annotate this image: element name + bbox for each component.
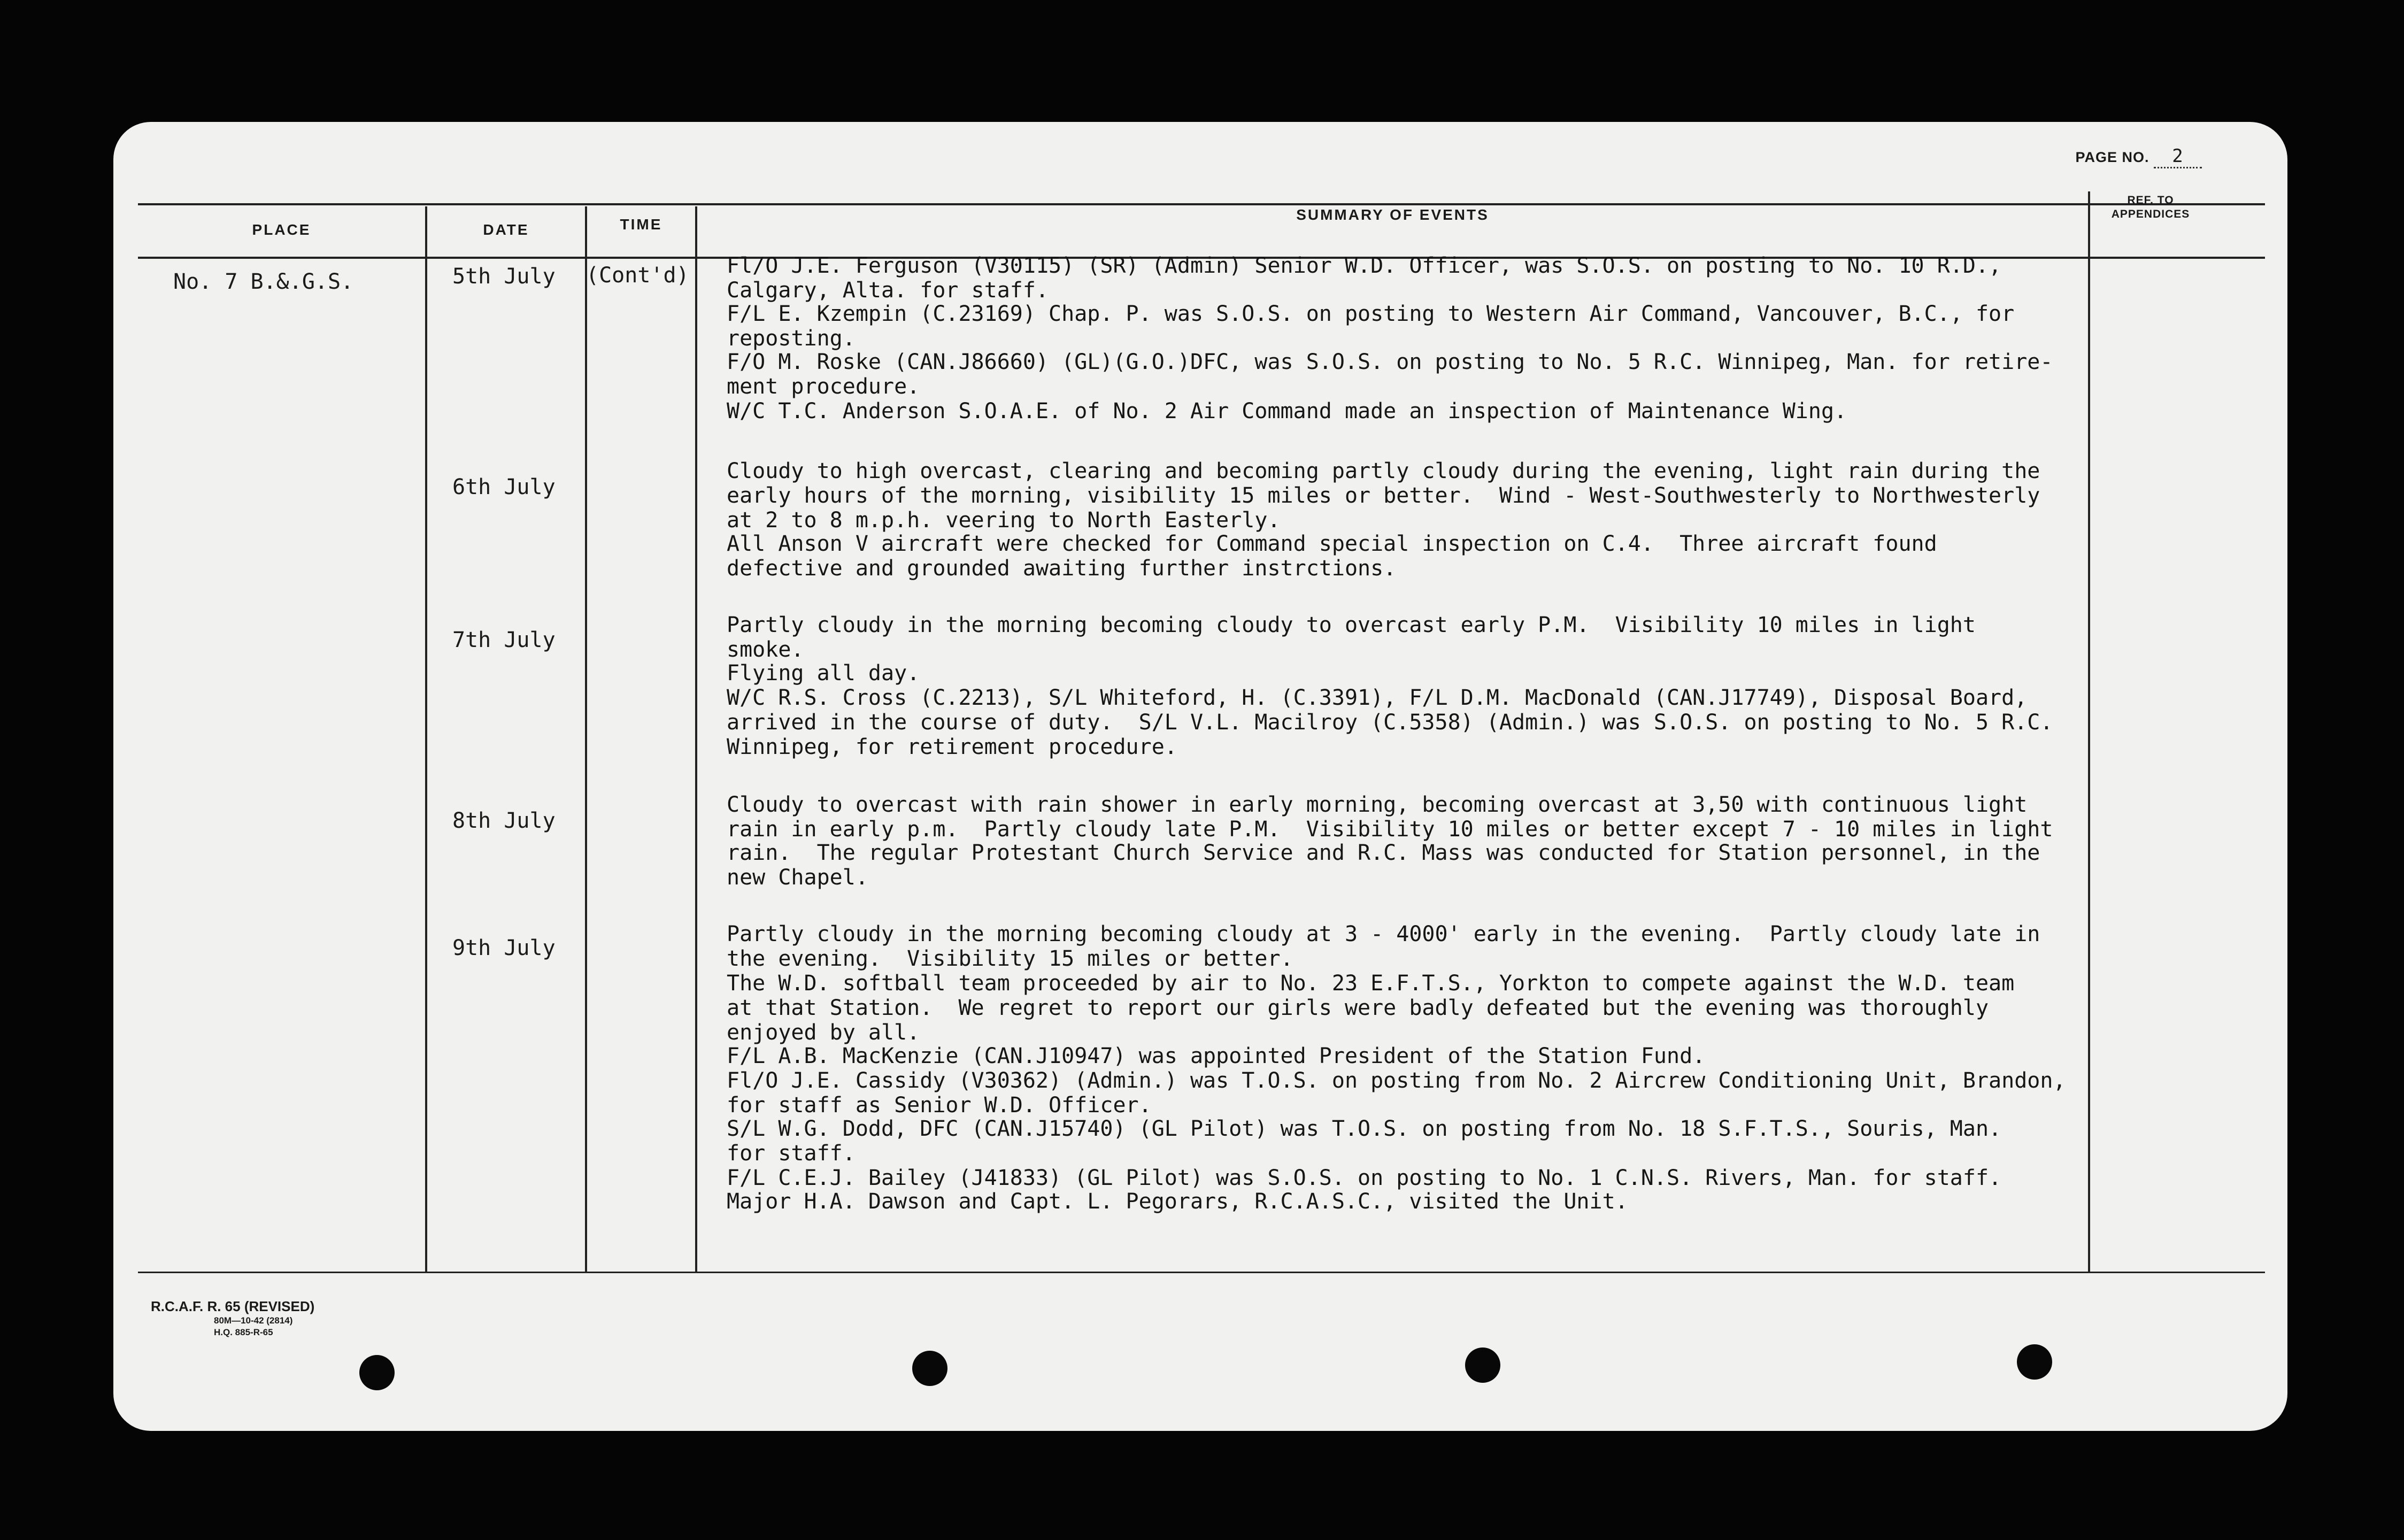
header-time: TIME: [620, 216, 662, 233]
punch-hole: [2017, 1344, 2052, 1380]
punch-hole: [912, 1351, 947, 1386]
summary-entry: All Anson V aircraft were checked for Command special inspection on C.4. Three aircraft found: [727, 532, 1937, 556]
summary-entry: Fl/O J.E. Cassidy (V30362) (Admin.) was T.O.S. on posting from No. 2 Aircrew Conditioning Unit, Brandon,: [727, 1068, 2066, 1093]
form-identifier: [151, 1298, 314, 1338]
summary-entry: rain. The regular Protestant Church Service and R.C. Mass was conducted for Station personnel, in the: [727, 841, 2040, 865]
summary-entry: Partly cloudy in the morning becoming cloudy at 3 - 4000' early in the evening. Partly cloudy late in: [727, 922, 2040, 946]
column-divider-time: [695, 206, 697, 1272]
header-place: PLACE: [252, 221, 311, 238]
summary-entry: Calgary, Alta. for staff.: [727, 278, 1049, 303]
summary-entry: smoke.: [727, 637, 804, 662]
header-top-rule: [138, 203, 2265, 205]
summary-entry: The W.D. softball team proceeded by air to No. 23 E.F.T.S., Yorkton to compete against the W.D. team: [727, 971, 2015, 996]
summary-entry: S/L W.G. Dodd, DFC (CAN.J15740) (GL Pilot) was T.O.S. on posting from No. 18 S.F.T.S., Souris, Man.: [727, 1116, 2002, 1141]
header-summary: SUMMARY OF EVENTS: [1296, 206, 1489, 223]
punch-hole: [1465, 1348, 1500, 1383]
time-value: (Cont'd): [586, 263, 689, 288]
column-divider-place: [425, 206, 427, 1272]
column-divider-date: [585, 206, 587, 1272]
summary-entry: F/O M. Roske (CAN.J86660) (GL)(G.O.)DFC, was S.O.S. on posting to No. 5 R.C. Winnipeg, Man. for retire-: [727, 350, 2053, 374]
summary-entry: at that Station. We regret to report our girls were badly defeated but the evening was thoroughly: [727, 996, 1989, 1020]
form-name: R.C.A.F. R. 65 (REVISED): [151, 1298, 315, 1314]
date-7th-july: 7th July: [452, 628, 556, 652]
summary-entry: arrived in the course of duty. S/L V.L. Macilroy (C.5358) (Admin.) was S.O.S. on posting to No. 5 R.C.: [727, 710, 2053, 735]
summary-entry: F/L A.B. MacKenzie (CAN.J10947) was appointed President of the Station Fund.: [727, 1044, 1706, 1068]
date-5th-july: 5th July: [452, 264, 556, 289]
page-number: PAGE NO. 2: [2075, 145, 2202, 168]
date-8th-july: 8th July: [452, 808, 556, 833]
summary-entry: Fl/O J.E. Ferguson (V30115) (SR) (Admin) Senior W.D. Officer, was S.O.S. on posting to No. 10 R.D.,: [727, 253, 2002, 278]
summary-entry: Cloudy to high overcast, clearing and becoming partly cloudy during the evening, light rain during the: [727, 459, 2040, 483]
form-hq-number: H.Q. 885-R-65: [214, 1327, 273, 1337]
summary-entry: ment procedure.: [727, 374, 920, 399]
summary-entry: Flying all day.: [727, 661, 920, 686]
table-bottom-rule: [138, 1272, 2265, 1273]
page-number-value: 2: [2154, 145, 2202, 168]
summary-entry: Cloudy to overcast with rain shower in early morning, becoming overcast at 3,50 with continuous light: [727, 792, 2028, 817]
punch-hole: [359, 1355, 395, 1390]
date-6th-july: 6th July: [452, 475, 556, 499]
summary-entry: Partly cloudy in the morning becoming cloudy to overcast early P.M. Visibility 10 miles in light: [727, 613, 1976, 637]
summary-entry: at 2 to 8 m.p.h. veering to North Easterly.: [727, 508, 1281, 533]
summary-entry: enjoyed by all.: [727, 1020, 920, 1045]
summary-entry: W/C R.S. Cross (C.2213), S/L Whiteford, H. (C.3391), F/L D.M. MacDonald (CAN.J17749), Disposal Board,: [727, 686, 2028, 710]
date-9th-july: 9th July: [452, 936, 556, 960]
summary-entry: F/L E. Kzempin (C.23169) Chap. P. was S.O.S. on posting to Western Air Command, Vancouver, B.C., for: [727, 302, 2015, 326]
summary-entry: new Chapel.: [727, 865, 868, 890]
summary-entry: reposting.: [727, 326, 856, 351]
summary-entry: for staff.: [727, 1141, 856, 1166]
column-divider-summary: [2088, 191, 2090, 1272]
summary-entry: Winnipeg, for retirement procedure.: [727, 735, 1177, 759]
summary-entry: the evening. Visibility 15 miles or better.: [727, 946, 1293, 971]
summary-entry: Major H.A. Dawson and Capt. L. Pegorars, R.C.A.S.C., visited the Unit.: [727, 1189, 1628, 1214]
summary-entry: F/L C.E.J. Bailey (J41833) (GL Pilot) was S.O.S. on posting to No. 1 C.N.S. Rivers, Man. for staff.: [727, 1166, 2002, 1190]
header-ref-appendices: REF. TO APPENDICES: [2111, 194, 2190, 220]
summary-entry: for staff as Senior W.D. Officer.: [727, 1093, 1152, 1118]
diary-card: [113, 122, 2287, 1431]
summary-entry: defective and grounded awaiting further instrctions.: [727, 556, 1397, 581]
summary-entry: early hours of the morning, visibility 15 miles or better. Wind - West-Southwesterly to Northwesterly: [727, 483, 2040, 508]
summary-entry: rain in early p.m. Partly cloudy late P.M. Visibility 10 miles or better except 7 - 10 miles in light: [727, 817, 2053, 842]
form-print-run: 80M—10-42 (2814): [214, 1315, 293, 1326]
header-date: DATE: [483, 221, 529, 238]
place-value: No. 7 B.&.G.S.: [173, 270, 354, 294]
summary-entry: W/C T.C. Anderson S.O.A.E. of No. 2 Air Command made an inspection of Maintenance Wing.: [727, 399, 1847, 424]
